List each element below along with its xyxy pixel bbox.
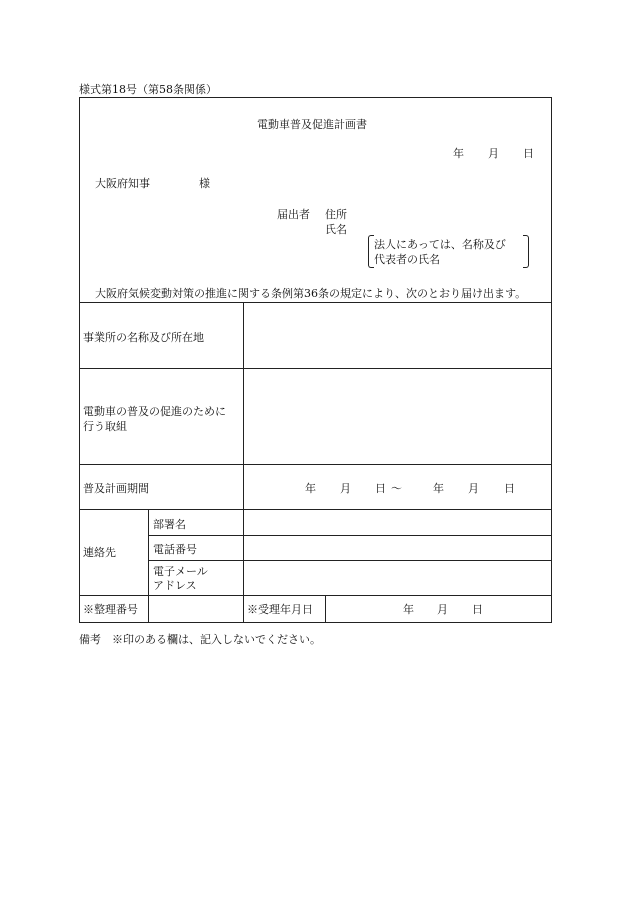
form-number: 様式第18号（第58条関係）: [79, 83, 217, 96]
office-name-label: 事業所の名称及び所在地: [83, 331, 204, 344]
corporate-note-line1: 法人にあっては、名称及び: [374, 238, 506, 251]
period-start-year: 年: [305, 482, 316, 495]
period-label: 普及計画期間: [83, 482, 149, 495]
row-divider-2: [79, 368, 552, 369]
department-field[interactable]: [245, 511, 550, 533]
contact-label: 連絡先: [83, 546, 116, 559]
notifier-name-label: 氏名: [325, 223, 347, 236]
row-divider-5: [79, 595, 552, 596]
remarks-note: 備考 ※印のある欄は、記入しないでください。: [79, 633, 321, 646]
row-divider-4: [79, 509, 552, 510]
received-date-label: ※受理年月日: [247, 603, 313, 616]
period-start-month: 月: [340, 482, 351, 495]
period-start-day: 日: [375, 482, 386, 495]
efforts-label-line2: 行う取組: [83, 420, 127, 433]
notifier-label: 届出者: [277, 208, 310, 221]
received-day: 日: [472, 603, 483, 616]
column-divider-contact: [148, 509, 149, 623]
date-year-label: 年: [453, 147, 464, 160]
efforts-field[interactable]: [245, 370, 550, 462]
office-name-field[interactable]: [245, 304, 550, 366]
row-divider-3: [79, 464, 552, 465]
corporate-note-line2: 代表者の氏名: [374, 253, 440, 266]
contact-divider-2: [148, 560, 552, 561]
period-tilde: 〜: [391, 482, 402, 495]
period-end-day: 日: [504, 482, 515, 495]
reference-number-label: ※整理番号: [83, 603, 138, 616]
document-title: 電動車普及促進計画書: [257, 118, 367, 131]
statement-text: 大阪府気候変動対策の推進に関する条例第36条の規定により、次のとおり届け出ます。: [95, 287, 527, 300]
contact-divider-1: [148, 535, 552, 536]
period-end-month: 月: [468, 482, 479, 495]
email-label-line2: アドレス: [153, 579, 197, 592]
bracket-right: [523, 235, 529, 268]
notifier-address-label: 住所: [325, 208, 347, 221]
phone-field[interactable]: [245, 537, 550, 558]
department-label: 部署名: [153, 518, 186, 531]
efforts-label-line1: 電動車の普及の促進のために: [83, 405, 226, 418]
period-end-year: 年: [433, 482, 444, 495]
date-month-label: 月: [488, 147, 499, 160]
addressee-honorific: 様: [199, 177, 210, 190]
column-divider-main: [243, 302, 244, 509]
email-field[interactable]: [245, 562, 550, 593]
received-year: 年: [403, 603, 414, 616]
received-month: 月: [437, 603, 448, 616]
addressee-name: 大阪府知事: [95, 177, 150, 190]
column-divider-contact-value: [243, 509, 244, 623]
row-divider-1: [79, 302, 552, 303]
email-label-line1: 電子メール: [153, 565, 208, 578]
phone-label: 電話番号: [153, 543, 197, 556]
date-day-label: 日: [523, 147, 534, 160]
column-divider-received: [325, 595, 326, 623]
